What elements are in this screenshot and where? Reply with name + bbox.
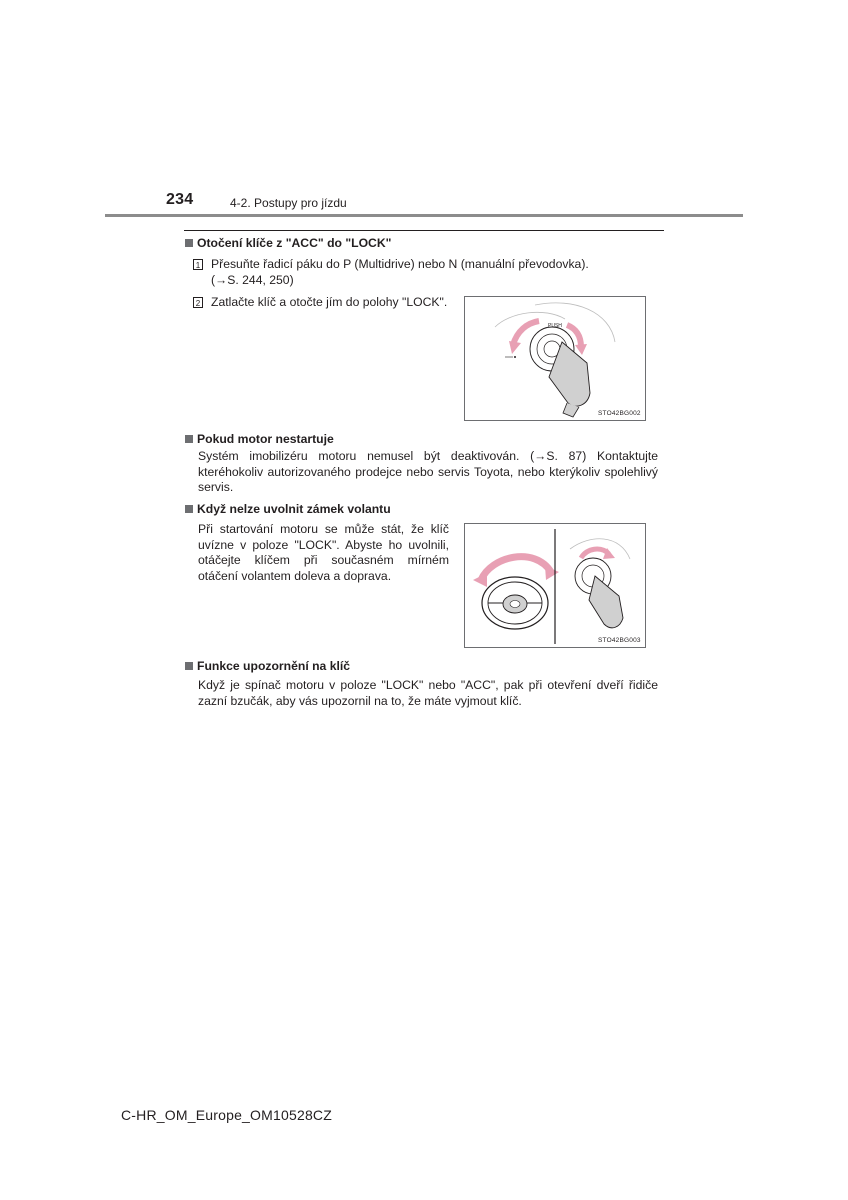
page-number: 234 [166, 191, 194, 208]
heading-text: Když nelze uvolnit zámek volantu [197, 502, 391, 516]
key-turn-illustration [465, 297, 645, 420]
square-bullet-icon [185, 239, 193, 247]
section-heading-lock [185, 236, 391, 250]
heading-text: Otočení klíče z "ACC" do "LOCK" [197, 236, 392, 250]
steering-lock-illustration [465, 524, 645, 647]
figure-steering-lock [464, 523, 646, 648]
square-bullet-icon [185, 662, 193, 670]
section-body-key-reminder: Když je spínač motoru v poloze "LOCK" nebo "ACC", pak při otevření dveří řidiče zazní bzučák, aby vás upozornil na to, že máte vyjmout klíč. [198, 678, 658, 708]
step-number-badge: 2 [193, 297, 203, 308]
square-bullet-icon [185, 435, 193, 443]
section-heading-engine [185, 432, 334, 446]
step-2-text: Zatlačte klíč a otočte jím do polohy "LOCK". [211, 295, 448, 309]
push-label: PUSH [548, 323, 562, 329]
step-1-reference: (→S. 244, 250) [211, 272, 294, 287]
step-number-badge: 1 [193, 259, 203, 270]
heading-text: Funkce upozornění na klíč [197, 659, 351, 673]
figure-code: STO42BG003 [598, 637, 641, 644]
step-1-text [211, 257, 661, 288]
heading-text: Pokud motor nestartuje [197, 432, 334, 446]
section-divider [184, 230, 664, 231]
section-body-engine: Systém imobilizéru motoru nemusel být deaktivován. (→S. 87) Kontaktujte kteréhokoliv autorizovaného prodejce nebo servis Toyota, nebo kterýkoliv spolehlivý servis. [198, 449, 658, 495]
step-1-line: Přesuňte řadicí páku do P (Multidrive) nebo N (manuální převodovka). [211, 257, 589, 271]
section-heading-steering-lock [185, 502, 391, 516]
section-body-steering-lock: Při startování motoru se může stát, že klíč uvízne v poloze "LOCK". Abyste ho uvolnili, otáčejte klíčem při současném mírném otáčení volantem doleva a doprava. [198, 522, 449, 584]
square-bullet-icon [185, 505, 193, 513]
figure-key-turn [464, 296, 646, 421]
footer-document-code: C-HR_OM_Europe_OM10528CZ [121, 1107, 332, 1123]
figure-code: STO42BG002 [598, 410, 641, 417]
header-divider [105, 214, 743, 217]
section-heading-key-reminder [185, 659, 350, 673]
section-title: 4-2. Postupy pro jízdu [230, 196, 347, 210]
